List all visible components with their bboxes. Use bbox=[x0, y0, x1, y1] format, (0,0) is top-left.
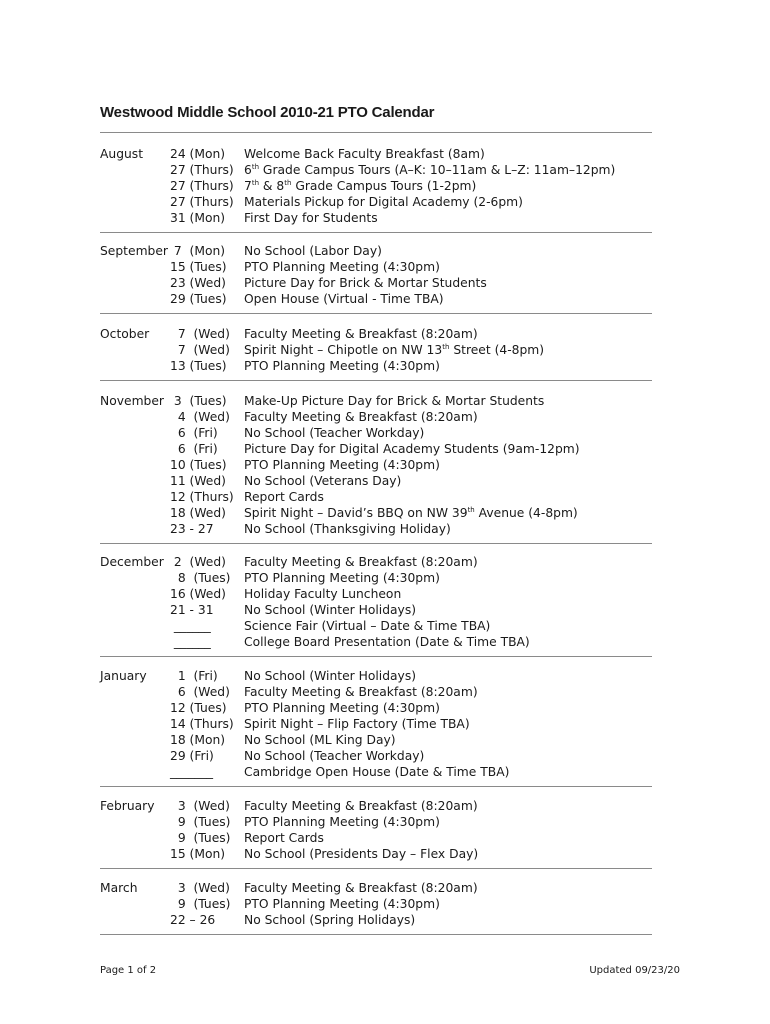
month-name: December bbox=[100, 555, 164, 569]
event-description: Faculty Meeting & Breakfast (8:20am) bbox=[244, 327, 478, 341]
event-date: 24 (Mon) bbox=[170, 147, 226, 161]
event-description: Faculty Meeting & Breakfast (8:20am) bbox=[244, 410, 478, 424]
event-description: PTO Planning Meeting (4:30pm) bbox=[244, 897, 440, 911]
event-description: Report Cards bbox=[244, 490, 324, 504]
event-description: PTO Planning Meeting (4:30pm) bbox=[244, 571, 440, 585]
event-date: 27 (Thurs) bbox=[170, 195, 234, 209]
event-description: Faculty Meeting & Breakfast (8:20am) bbox=[244, 799, 478, 813]
event-description bbox=[244, 505, 578, 521]
event-row bbox=[0, 732, 770, 748]
event-text-part: 7 bbox=[244, 179, 252, 193]
event-description: No School (Spring Holidays) bbox=[244, 913, 416, 927]
event-description: PTO Planning Meeting (4:30pm) bbox=[244, 815, 440, 829]
event-date: ______ bbox=[170, 635, 211, 649]
event-text-part: Grade Campus Tours (A–K: 10–11am & L–Z: 11am–12pm) bbox=[259, 163, 616, 177]
event-row bbox=[0, 716, 770, 732]
ordinal-suffix: th bbox=[467, 506, 475, 514]
section-divider bbox=[100, 380, 652, 381]
event-row bbox=[0, 505, 770, 521]
event-description bbox=[244, 178, 476, 194]
event-row bbox=[0, 668, 770, 684]
event-description: Cambridge Open House (Date & Time TBA) bbox=[244, 765, 510, 779]
event-date: 6 (Fri) bbox=[170, 426, 218, 440]
section-divider bbox=[100, 656, 652, 657]
event-description: First Day for Students bbox=[244, 211, 378, 225]
event-row bbox=[0, 748, 770, 764]
event-row bbox=[0, 586, 770, 602]
event-row bbox=[0, 441, 770, 457]
event-row bbox=[0, 162, 770, 178]
event-date: 18 (Wed) bbox=[170, 506, 226, 520]
event-description: Open House (Virtual - Time TBA) bbox=[244, 292, 444, 306]
event-date: 9 (Tues) bbox=[170, 815, 231, 829]
event-date: 6 (Wed) bbox=[170, 685, 230, 699]
event-description: Materials Pickup for Digital Academy (2-6pm) bbox=[244, 195, 523, 209]
event-date: 7 (Wed) bbox=[170, 343, 230, 357]
event-description: Picture Day for Digital Academy Students (9am-12pm) bbox=[244, 442, 580, 456]
event-date: 6 (Fri) bbox=[170, 442, 218, 456]
month-name: September bbox=[100, 244, 168, 258]
ordinal-suffix: th bbox=[442, 343, 450, 351]
event-description: College Board Presentation (Date & Time TBA) bbox=[244, 635, 530, 649]
event-description: PTO Planning Meeting (4:30pm) bbox=[244, 458, 440, 472]
event-text-part: Avenue (4-8pm) bbox=[474, 506, 578, 520]
event-description: No School (Winter Holidays) bbox=[244, 603, 417, 617]
event-row bbox=[0, 634, 770, 650]
event-description: Make-Up Picture Day for Brick & Mortar Students bbox=[244, 394, 545, 408]
event-date: 13 (Tues) bbox=[170, 359, 227, 373]
event-row bbox=[0, 178, 770, 194]
event-row bbox=[0, 146, 770, 162]
event-row bbox=[0, 194, 770, 210]
event-row bbox=[0, 846, 770, 862]
event-row bbox=[0, 425, 770, 441]
event-row bbox=[0, 618, 770, 634]
event-date: 29 (Tues) bbox=[170, 292, 227, 306]
event-row bbox=[0, 521, 770, 537]
event-row bbox=[0, 342, 770, 358]
event-date: 7 (Mon) bbox=[170, 244, 226, 258]
page-title: Westwood Middle School 2010-21 PTO Calendar bbox=[100, 104, 435, 121]
ordinal-suffix: th bbox=[251, 163, 260, 171]
event-date: 10 (Tues) bbox=[170, 458, 227, 472]
event-description: Holiday Faculty Luncheon bbox=[244, 587, 402, 601]
event-description: No School (Teacher Workday) bbox=[244, 749, 425, 763]
event-date: 15 (Mon) bbox=[170, 847, 226, 861]
event-date: 18 (Mon) bbox=[170, 733, 226, 747]
event-date: 2 (Wed) bbox=[170, 555, 226, 569]
page-number: Page 1 of 2 bbox=[100, 965, 157, 976]
event-description: No School (Veterans Day) bbox=[244, 474, 402, 488]
event-row bbox=[0, 880, 770, 896]
event-date: 23 - 27 bbox=[170, 522, 214, 536]
event-text-part: & 8 bbox=[259, 179, 285, 193]
event-date: 22 – 26 bbox=[170, 913, 216, 927]
event-date: 8 (Tues) bbox=[170, 571, 231, 585]
event-row bbox=[0, 814, 770, 830]
event-date: 31 (Mon) bbox=[170, 211, 226, 225]
event-description: Picture Day for Brick & Mortar Students bbox=[244, 276, 487, 290]
event-date: 4 (Wed) bbox=[170, 410, 230, 424]
event-description bbox=[244, 162, 615, 178]
event-description: Report Cards bbox=[244, 831, 324, 845]
event-date: 14 (Thurs) bbox=[170, 717, 234, 731]
event-row bbox=[0, 700, 770, 716]
month-name: January bbox=[100, 669, 147, 683]
month-name: March bbox=[100, 881, 138, 895]
event-row bbox=[0, 326, 770, 342]
event-date: 27 (Thurs) bbox=[170, 163, 234, 177]
event-row bbox=[0, 243, 770, 259]
event-text-part: Street (4-8pm) bbox=[449, 343, 545, 357]
event-date: 21 - 31 bbox=[170, 603, 214, 617]
event-description: PTO Planning Meeting (4:30pm) bbox=[244, 701, 440, 715]
event-date: 3 (Tues) bbox=[170, 394, 227, 408]
month-name: August bbox=[100, 147, 144, 161]
ordinal-suffix: th bbox=[284, 179, 292, 187]
event-description: PTO Planning Meeting (4:30pm) bbox=[244, 260, 440, 274]
event-description: Welcome Back Faculty Breakfast (8am) bbox=[244, 147, 485, 161]
event-text-part: Spirit Night – David’s BBQ on NW 39 bbox=[244, 506, 468, 520]
month-name: February bbox=[100, 799, 155, 813]
event-date: 11 (Wed) bbox=[170, 474, 226, 488]
event-row bbox=[0, 684, 770, 700]
event-date: 1 (Fri) bbox=[170, 669, 218, 683]
section-divider bbox=[100, 786, 652, 787]
event-row bbox=[0, 259, 770, 275]
event-date: _______ bbox=[170, 765, 214, 779]
month-name: November bbox=[100, 394, 164, 408]
event-description: No School (Thanksgiving Holiday) bbox=[244, 522, 451, 536]
section-divider bbox=[100, 868, 652, 869]
section-divider bbox=[100, 313, 652, 314]
event-description: Faculty Meeting & Breakfast (8:20am) bbox=[244, 685, 478, 699]
event-row bbox=[0, 358, 770, 374]
event-row bbox=[0, 570, 770, 586]
event-date: 29 (Fri) bbox=[170, 749, 214, 763]
event-date: 27 (Thurs) bbox=[170, 179, 234, 193]
event-row bbox=[0, 275, 770, 291]
event-description: No School (Presidents Day – Flex Day) bbox=[244, 847, 479, 861]
event-date: 3 (Wed) bbox=[170, 799, 230, 813]
event-date: 15 (Tues) bbox=[170, 260, 227, 274]
event-description: No School (Labor Day) bbox=[244, 244, 382, 258]
section-divider bbox=[100, 232, 652, 233]
event-description: No School (Winter Holidays) bbox=[244, 669, 417, 683]
event-description: Science Fair (Virtual – Date & Time TBA) bbox=[244, 619, 491, 633]
event-row bbox=[0, 798, 770, 814]
event-row bbox=[0, 602, 770, 618]
month-name: October bbox=[100, 327, 150, 341]
event-date: 16 (Wed) bbox=[170, 587, 226, 601]
event-row bbox=[0, 764, 770, 780]
event-date: 9 (Tues) bbox=[170, 831, 231, 845]
event-description: Faculty Meeting & Breakfast (8:20am) bbox=[244, 881, 478, 895]
event-date: 3 (Wed) bbox=[170, 881, 230, 895]
event-row bbox=[0, 393, 770, 409]
event-description: No School (ML King Day) bbox=[244, 733, 396, 747]
event-row bbox=[0, 473, 770, 489]
event-text-part: 6 bbox=[244, 163, 252, 177]
section-divider bbox=[100, 934, 652, 935]
event-row bbox=[0, 554, 770, 570]
title-divider bbox=[100, 132, 652, 133]
event-description: Spirit Night – Flip Factory (Time TBA) bbox=[244, 717, 470, 731]
event-text-part: Spirit Night – Chipotle on NW 13 bbox=[244, 343, 443, 357]
event-date: 12 (Thurs) bbox=[170, 490, 234, 504]
event-date: 7 (Wed) bbox=[170, 327, 230, 341]
event-row bbox=[0, 489, 770, 505]
event-row bbox=[0, 457, 770, 473]
event-date: 9 (Tues) bbox=[170, 897, 231, 911]
event-date: 12 (Tues) bbox=[170, 701, 227, 715]
event-row bbox=[0, 912, 770, 928]
event-description: No School (Teacher Workday) bbox=[244, 426, 425, 440]
event-description bbox=[244, 342, 544, 358]
section-divider bbox=[100, 543, 652, 544]
event-row bbox=[0, 896, 770, 912]
event-row bbox=[0, 830, 770, 846]
event-date: 23 (Wed) bbox=[170, 276, 226, 290]
event-description: PTO Planning Meeting (4:30pm) bbox=[244, 359, 440, 373]
event-row bbox=[0, 291, 770, 307]
event-description: Faculty Meeting & Breakfast (8:20am) bbox=[244, 555, 478, 569]
event-text-part: Grade Campus Tours (1-2pm) bbox=[291, 179, 477, 193]
event-row bbox=[0, 210, 770, 226]
event-row bbox=[0, 409, 770, 425]
updated-date: Updated 09/23/20 bbox=[589, 965, 680, 976]
ordinal-suffix: th bbox=[251, 179, 260, 187]
event-date: ______ bbox=[170, 619, 211, 633]
